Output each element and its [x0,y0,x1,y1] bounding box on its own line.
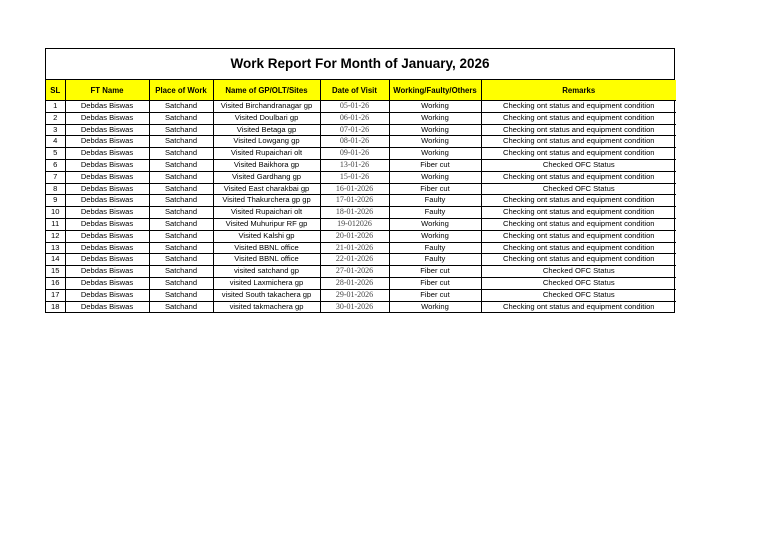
cell-sl: 15 [46,266,65,278]
cell-remarks: Checking ont status and equipment condition [481,301,676,312]
cell-site: Visited Kalshi gp [213,230,320,242]
cell-sl: 17 [46,289,65,301]
cell-status: Working [389,230,481,242]
cell-site: Visited Muhuripur RF gp [213,218,320,230]
cell-status: Fiber cut [389,277,481,289]
cell-date: 16-01-2026 [320,183,389,195]
header-site-name: Name of GP/OLT/Sites [213,80,320,101]
cell-place: Satchand [149,136,213,148]
cell-ft-name: Debdas Biswas [65,136,149,148]
cell-sl: 7 [46,171,65,183]
cell-date: 05-01-26 [320,101,389,113]
cell-sl: 5 [46,148,65,160]
table-row [46,183,676,195]
cell-status: Working [389,101,481,113]
cell-place: Satchand [149,230,213,242]
cell-status: Fiber cut [389,266,481,278]
cell-status: Working [389,148,481,160]
table-row [46,159,676,171]
cell-status: Faulty [389,207,481,219]
cell-date: 30-01-2026 [320,301,389,312]
table-row [46,242,676,254]
cell-site: Visited Lowgang gp [213,136,320,148]
cell-site: Visited Rupaichari olt [213,148,320,160]
cell-date: 19-012026 [320,218,389,230]
cell-status: Working [389,124,481,136]
cell-sl: 12 [46,230,65,242]
work-report-table [46,80,676,312]
cell-sl: 14 [46,254,65,266]
table-row [46,254,676,266]
cell-date: 21-01-2026 [320,242,389,254]
header-row [46,80,676,101]
cell-place: Satchand [149,148,213,160]
work-report-sheet [45,48,675,313]
cell-remarks: Checked OFC Status [481,183,676,195]
cell-date: 28-01-2026 [320,277,389,289]
cell-ft-name: Debdas Biswas [65,148,149,160]
cell-site: Visited Betaga gp [213,124,320,136]
header-place-of-work: Place of Work [149,80,213,101]
cell-remarks: Checking ont status and equipment condition [481,195,676,207]
cell-site: Visited Rupaichari olt [213,207,320,219]
cell-status: Fiber cut [389,289,481,301]
cell-site: Visited BBNL office [213,254,320,266]
table-row [46,148,676,160]
cell-sl: 6 [46,159,65,171]
cell-site: Visited BBNL office [213,242,320,254]
cell-ft-name: Debdas Biswas [65,230,149,242]
cell-date: 22-01-2026 [320,254,389,266]
cell-site: visited South takachera gp [213,289,320,301]
table-row [46,277,676,289]
cell-remarks: Checking ont status and equipment condition [481,148,676,160]
cell-ft-name: Debdas Biswas [65,112,149,124]
table-row [46,230,676,242]
cell-date: 06-01-26 [320,112,389,124]
cell-sl: 8 [46,183,65,195]
cell-ft-name: Debdas Biswas [65,242,149,254]
cell-ft-name: Debdas Biswas [65,101,149,113]
cell-ft-name: Debdas Biswas [65,218,149,230]
cell-site: visited Laxmichera gp [213,277,320,289]
cell-ft-name: Debdas Biswas [65,277,149,289]
table-row [46,124,676,136]
cell-site: Visited Baikhora gp [213,159,320,171]
cell-ft-name: Debdas Biswas [65,289,149,301]
cell-sl: 18 [46,301,65,312]
cell-sl: 16 [46,277,65,289]
table-row [46,101,676,113]
cell-status: Fiber cut [389,159,481,171]
cell-date: 15-01-26 [320,171,389,183]
cell-status: Working [389,301,481,312]
cell-site: Visited Doulbari gp [213,112,320,124]
cell-site: Visited Gardhang gp [213,171,320,183]
cell-ft-name: Debdas Biswas [65,124,149,136]
cell-site: Visited East charakbai gp [213,183,320,195]
report-title: Work Report For Month of January, 2026 [46,49,674,80]
cell-status: Working [389,171,481,183]
cell-date: 20-01-2026 [320,230,389,242]
cell-place: Satchand [149,195,213,207]
cell-status: Faulty [389,242,481,254]
cell-remarks: Checked OFC Status [481,159,676,171]
cell-sl: 10 [46,207,65,219]
cell-status: Fiber cut [389,183,481,195]
cell-remarks: Checking ont status and equipment condition [481,101,676,113]
cell-date: 08-01-26 [320,136,389,148]
cell-site: Visited Birchandranagar gp [213,101,320,113]
cell-remarks: Checking ont status and equipment condition [481,112,676,124]
cell-date: 17-01-2026 [320,195,389,207]
table-row [46,171,676,183]
cell-status: Faulty [389,195,481,207]
cell-place: Satchand [149,242,213,254]
cell-sl: 4 [46,136,65,148]
cell-sl: 1 [46,101,65,113]
cell-sl: 2 [46,112,65,124]
table-row [46,136,676,148]
cell-ft-name: Debdas Biswas [65,159,149,171]
cell-place: Satchand [149,171,213,183]
cell-site: Visited Thakurchera gp gp [213,195,320,207]
cell-date: 09-01-26 [320,148,389,160]
header-date-of-visit: Date of Visit [320,80,389,101]
cell-sl: 9 [46,195,65,207]
cell-ft-name: Debdas Biswas [65,301,149,312]
cell-place: Satchand [149,266,213,278]
cell-place: Satchand [149,183,213,195]
cell-place: Satchand [149,289,213,301]
cell-remarks: Checked OFC Status [481,277,676,289]
header-sl: SL [46,80,65,101]
cell-place: Satchand [149,218,213,230]
cell-ft-name: Debdas Biswas [65,171,149,183]
cell-remarks: Checking ont status and equipment condition [481,254,676,266]
cell-remarks: Checking ont status and equipment condition [481,218,676,230]
cell-date: 07-01-26 [320,124,389,136]
cell-site: visited satchand gp [213,266,320,278]
table-row [46,195,676,207]
cell-place: Satchand [149,112,213,124]
cell-status: Working [389,112,481,124]
cell-ft-name: Debdas Biswas [65,183,149,195]
cell-date: 29-01-2026 [320,289,389,301]
cell-ft-name: Debdas Biswas [65,207,149,219]
cell-place: Satchand [149,124,213,136]
header-status: Working/Faulty/Others [389,80,481,101]
cell-sl: 11 [46,218,65,230]
cell-date: 27-01-2026 [320,266,389,278]
cell-ft-name: Debdas Biswas [65,195,149,207]
header-remarks: Remarks [481,80,676,101]
cell-status: Working [389,136,481,148]
table-row [46,266,676,278]
cell-site: visited takmachera gp [213,301,320,312]
cell-remarks: Checked OFC Status [481,289,676,301]
table-row [46,289,676,301]
table-row [46,207,676,219]
cell-status: Working [389,218,481,230]
cell-date: 13-01-26 [320,159,389,171]
cell-remarks: Checking ont status and equipment condition [481,230,676,242]
table-row [46,301,676,312]
header-ft-name: FT Name [65,80,149,101]
cell-place: Satchand [149,207,213,219]
cell-remarks: Checking ont status and equipment condition [481,171,676,183]
cell-place: Satchand [149,159,213,171]
cell-remarks: Checking ont status and equipment condition [481,207,676,219]
cell-ft-name: Debdas Biswas [65,254,149,266]
cell-sl: 3 [46,124,65,136]
cell-place: Satchand [149,301,213,312]
cell-remarks: Checking ont status and equipment condition [481,242,676,254]
cell-sl: 13 [46,242,65,254]
table-row [46,218,676,230]
cell-place: Satchand [149,277,213,289]
table-row [46,112,676,124]
cell-date: 18-01-2026 [320,207,389,219]
cell-remarks: Checking ont status and equipment condition [481,136,676,148]
cell-place: Satchand [149,254,213,266]
cell-status: Faulty [389,254,481,266]
cell-remarks: Checking ont status and equipment condition [481,124,676,136]
cell-ft-name: Debdas Biswas [65,266,149,278]
cell-remarks: Checked OFC Status [481,266,676,278]
cell-place: Satchand [149,101,213,113]
